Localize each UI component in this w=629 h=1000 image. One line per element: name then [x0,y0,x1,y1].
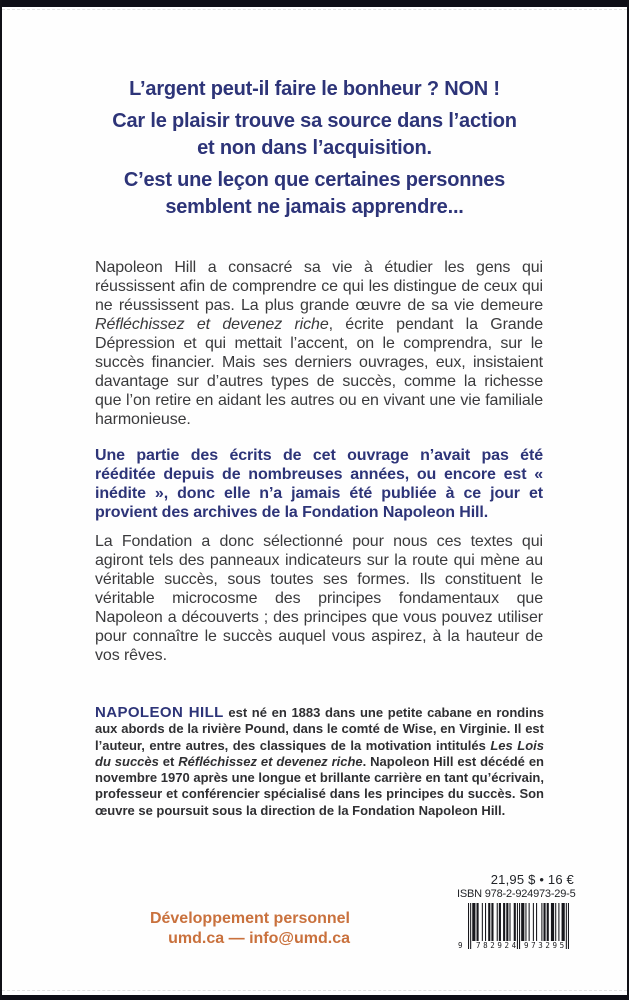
author-bio: NAPOLEON HILL est né en 1883 dans une petite cabane en rondins aux abords de la rivière Pound, dans le comté de Wise, en Virginie. Il est l’auteur, entre autres, des classiques de la motivation intitulés Les Lois du succès et Réfléchissez et devenez riche. Napoleon Hill est décédé en novembre 1970 après une longue et brillante carrière en tant qu’écrivain, professeur et conférencier spécialisé dans les principes du succès. Son œuvre se poursuit sous la direction de la Fondation Napoleon Hill. [95,704,544,818]
headline-sentence-2: Car le plaisir trouve sa source dans l’action et non dans l’acquisition. [112,110,517,159]
highlight-paragraph: Une partie des écrits de cet ouvrage n’avait pas été rééditée depuis de nombreuses années, ou encore est « inédite », donc elle n’a jamais été publiée à ce jour et provient des archives de la Fondation Napoleon Hill. [95,447,543,521]
bottom-edge-bar [2,995,627,1000]
barcode [458,903,569,950]
publisher-block: Développement personnel umd.ca — info@umd.ca [149,910,350,947]
headline-block [32,76,597,226]
barcode-digits-right: 973295 [524,941,567,950]
price-label: 21,95 $ • 16 € [490,872,574,887]
foundation-paragraph: La Fondation a donc sélectionné pour nous ces textes qui agiront tels des panneaux indicateurs sur la route qui mène au véritable succès, sous toutes ses formes. Ils constituent le véritable microcosme des principes fondamentaux que Napoleon a découverts ; des principes que vous pouvez utiliser pour connaître le succès auquel vous aspirez, à la hauteur de vos rêves. [95,533,543,664]
bottom-cut-line [2,990,627,991]
headline-sentence-3: C’est une leçon que certaines personnes semblent ne jamais apprendre... [123,169,506,218]
top-cut-line [2,9,627,10]
intro-paragraph: Napoleon Hill a consacré sa vie à étudier les gens qui réussissent afin de comprendre ce qui les distingue de ceux qui ne réussissent pas. La plus grande œuvre de sa vie demeure Réfléchissez et devenez riche, écrite pendant la Grande Dépression et qui mettait l’accent, on le comprendra, sur le succès financier. Mais ses derniers ouvrages, eux, insistaient davantage sur d’autres types de succès, comme la richesse que l’on retire en aidant les autres ou en vivant une vie familiale harmonieuse. [95,259,543,428]
commerce-block [457,872,575,949]
top-edge-bar [2,0,627,7]
barcode-digits-left: 782924 [476,941,519,950]
isbn-label: ISBN 978-2-924973-29-5 [457,888,576,900]
headline-sentence-1: L’argent peut-il faire le bonheur ? NON ! [129,78,500,100]
barcode-prefix-digit: 9 [458,941,463,950]
